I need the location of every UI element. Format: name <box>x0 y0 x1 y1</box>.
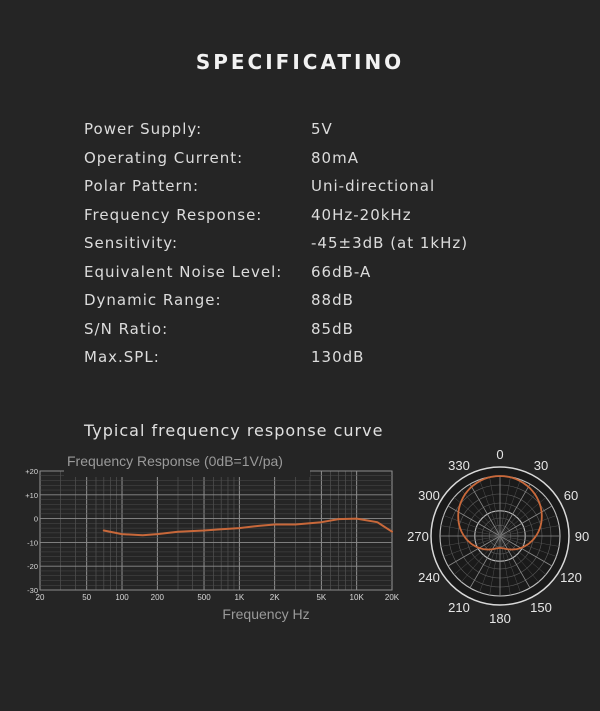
x-tick-label: 100 <box>115 593 129 602</box>
x-tick-label: 200 <box>150 593 165 602</box>
angle-label: 210 <box>448 600 470 616</box>
y-tick-label: -30 <box>27 586 38 595</box>
angle-label: 180 <box>489 611 511 626</box>
x-axis-label: Frequency Hz <box>222 606 310 622</box>
spec-value: 5V <box>311 120 333 139</box>
spec-label: Sensitivity: <box>84 234 179 253</box>
x-tick-label: 1K <box>234 593 245 602</box>
x-tick-label: 500 <box>197 593 211 602</box>
spec-value: 80mA <box>311 148 359 167</box>
spec-value: 88dB <box>311 291 354 310</box>
y-tick-label: +10 <box>25 490 38 500</box>
spec-value: 40Hz-20kHz <box>311 205 412 224</box>
spec-label: Power Supply: <box>84 120 203 139</box>
curve-heading: Typical frequency response curve <box>84 421 384 440</box>
x-tick-label: 2K <box>269 593 280 602</box>
angle-label: 300 <box>418 488 440 503</box>
angle-label: 120 <box>560 570 582 585</box>
x-tick-label: 20K <box>384 593 400 602</box>
polar-pattern-chart <box>407 447 589 626</box>
angle-label: 30 <box>533 457 549 473</box>
spec-label: Max.SPL: <box>84 348 160 367</box>
angle-label: 0 <box>496 447 504 462</box>
spec-label: Operating Current: <box>84 148 244 167</box>
angle-label: 150 <box>530 600 552 616</box>
y-tick-label: +20 <box>25 467 38 476</box>
y-tick-label: 0 <box>33 514 38 524</box>
x-tick-label: 50 <box>82 593 92 602</box>
spec-value: -45±3dB (at 1kHz) <box>311 234 469 253</box>
spec-label: S/N Ratio: <box>84 319 169 338</box>
frequency-response-chart <box>25 453 400 622</box>
x-tick-label: 10K <box>349 593 364 602</box>
angle-label: 240 <box>418 570 440 585</box>
angle-label: 270 <box>407 529 429 544</box>
angle-label: 60 <box>563 488 579 503</box>
spec-value: 66dB-A <box>311 262 372 281</box>
spec-label: Equivalent Noise Level: <box>84 262 283 281</box>
spec-value: 85dB <box>311 319 354 338</box>
y-tick-label: -10 <box>27 538 38 548</box>
page-title: SPECIFICATINO <box>195 50 405 74</box>
x-tick-label: 5K <box>316 593 327 602</box>
spec-label: Dynamic Range: <box>84 291 222 310</box>
angle-label: 330 <box>448 457 470 473</box>
spec-value: 130dB <box>311 348 365 367</box>
chart-title: Frequency Response (0dB=1V/pa) <box>67 453 283 469</box>
spec-value: Uni-directional <box>311 177 436 196</box>
y-tick-label: -20 <box>27 562 38 572</box>
x-tick-label: 20 <box>35 593 45 602</box>
spec-label: Polar Pattern: <box>84 177 200 196</box>
angle-label: 90 <box>574 529 590 544</box>
spec-label: Frequency Response: <box>84 205 263 224</box>
